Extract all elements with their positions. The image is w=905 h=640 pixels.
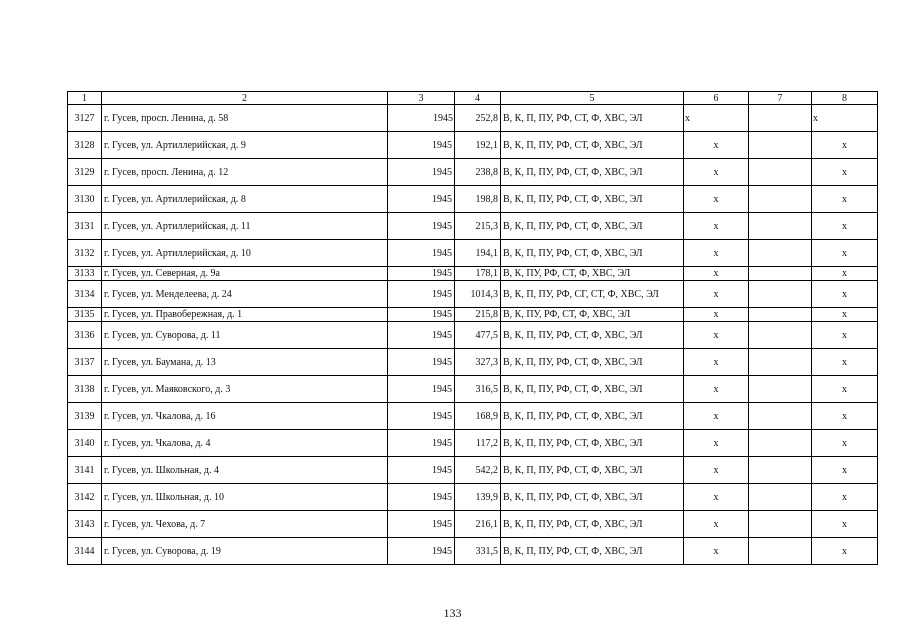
area-cell: 252,8 xyxy=(455,105,501,132)
table-row xyxy=(68,457,878,484)
col6-mark: х xyxy=(684,267,749,281)
year-cell: 1945 xyxy=(388,484,455,511)
col7-mark xyxy=(749,281,812,308)
row-number: 3134 xyxy=(68,281,102,308)
col8-mark: х xyxy=(812,132,878,159)
row-number: 3131 xyxy=(68,213,102,240)
area-cell: 117,2 xyxy=(455,430,501,457)
address-cell: г. Гусев, ул. Правобережная, д. 1 xyxy=(102,308,388,322)
col8-mark: х xyxy=(812,511,878,538)
systems-cell: В, К, П, ПУ, РФ, СТ, Ф, ХВС, ЭЛ xyxy=(501,430,684,457)
address-cell: г. Гусев, просп. Ленина, д. 58 xyxy=(102,105,388,132)
col8-mark: х xyxy=(812,186,878,213)
col7-mark xyxy=(749,538,812,565)
table-row xyxy=(68,213,878,240)
year-cell: 1945 xyxy=(388,457,455,484)
area-cell: 477,5 xyxy=(455,322,501,349)
year-cell: 1945 xyxy=(388,105,455,132)
area-cell: 331,5 xyxy=(455,538,501,565)
header-col-2: 2 xyxy=(102,92,388,105)
table-row xyxy=(68,159,878,186)
area-cell: 542,2 xyxy=(455,457,501,484)
col8-mark: х xyxy=(812,213,878,240)
page-number: 133 xyxy=(443,606,462,620)
row-number: 3142 xyxy=(68,484,102,511)
systems-cell: В, К, ПУ, РФ, СТ, Ф, ХВС, ЭЛ xyxy=(501,308,684,322)
header-col-1: 1 xyxy=(68,92,102,105)
header-col-5: 5 xyxy=(501,92,684,105)
address-cell: г. Гусев, ул. Артиллерийская, д. 11 xyxy=(102,213,388,240)
systems-cell: В, К, П, ПУ, РФ, СТ, Ф, ХВС, ЭЛ xyxy=(501,457,684,484)
col7-mark xyxy=(749,159,812,186)
row-number: 3140 xyxy=(68,430,102,457)
year-cell: 1945 xyxy=(388,403,455,430)
year-cell: 1945 xyxy=(388,349,455,376)
area-cell: 198,8 xyxy=(455,186,501,213)
col7-mark xyxy=(749,240,812,267)
col6-mark: х xyxy=(684,186,749,213)
col6-mark: х xyxy=(684,322,749,349)
table-row xyxy=(68,267,878,281)
row-number: 3127 xyxy=(68,105,102,132)
address-cell: г. Гусев, ул. Артиллерийская, д. 9 xyxy=(102,132,388,159)
address-cell: г. Гусев, ул. Маяковского, д. 3 xyxy=(102,376,388,403)
col6-mark: х xyxy=(684,213,749,240)
row-number: 3130 xyxy=(68,186,102,213)
row-number: 3137 xyxy=(68,349,102,376)
header-col-8: 8 xyxy=(812,92,878,105)
header-col-6: 6 xyxy=(684,92,749,105)
col7-mark xyxy=(749,186,812,213)
col6-mark: х xyxy=(684,159,749,186)
col8-mark: х xyxy=(812,308,878,322)
table-row xyxy=(68,511,878,538)
area-cell: 194,1 xyxy=(455,240,501,267)
table-row xyxy=(68,186,878,213)
col7-mark xyxy=(749,213,812,240)
header-col-7: 7 xyxy=(749,92,812,105)
year-cell: 1945 xyxy=(388,186,455,213)
area-cell: 316,5 xyxy=(455,376,501,403)
col7-mark xyxy=(749,511,812,538)
col6-mark: х xyxy=(684,281,749,308)
area-cell: 178,1 xyxy=(455,267,501,281)
header-col-3: 3 xyxy=(388,92,455,105)
address-cell: г. Гусев, ул. Артиллерийская, д. 8 xyxy=(102,186,388,213)
col8-mark: х xyxy=(812,457,878,484)
systems-cell: В, К, П, ПУ, РФ, СТ, Ф, ХВС, ЭЛ xyxy=(501,105,684,132)
col6-mark: х xyxy=(684,457,749,484)
col6-mark: х xyxy=(684,538,749,565)
col7-mark xyxy=(749,267,812,281)
col8-mark: х xyxy=(812,430,878,457)
year-cell: 1945 xyxy=(388,281,455,308)
row-number: 3135 xyxy=(68,308,102,322)
year-cell: 1945 xyxy=(388,511,455,538)
table-row xyxy=(68,538,878,565)
systems-cell: В, К, П, ПУ, РФ, СГ, СТ, Ф, ХВС, ЭЛ xyxy=(501,281,684,308)
row-number: 3136 xyxy=(68,322,102,349)
table-row xyxy=(68,132,878,159)
col7-mark xyxy=(749,349,812,376)
area-cell: 238,8 xyxy=(455,159,501,186)
year-cell: 1945 xyxy=(388,322,455,349)
col7-mark xyxy=(749,430,812,457)
col6-mark: х xyxy=(684,376,749,403)
systems-cell: В, К, П, ПУ, РФ, СТ, Ф, ХВС, ЭЛ xyxy=(501,403,684,430)
col8-mark: х xyxy=(812,376,878,403)
area-cell: 327,3 xyxy=(455,349,501,376)
header-row xyxy=(68,92,878,105)
systems-cell: В, К, П, ПУ, РФ, СТ, Ф, ХВС, ЭЛ xyxy=(501,159,684,186)
row-number: 3132 xyxy=(68,240,102,267)
address-cell: г. Гусев, ул. Менделеева, д. 24 xyxy=(102,281,388,308)
table-row xyxy=(68,281,878,308)
area-cell: 215,8 xyxy=(455,308,501,322)
address-cell: г. Гусев, ул. Суворова, д. 19 xyxy=(102,538,388,565)
col7-mark xyxy=(749,132,812,159)
col8-mark: х xyxy=(812,281,878,308)
address-cell: г. Гусев, ул. Чкалова, д. 4 xyxy=(102,430,388,457)
area-cell: 168,9 xyxy=(455,403,501,430)
area-cell: 216,1 xyxy=(455,511,501,538)
table-row xyxy=(68,349,878,376)
year-cell: 1945 xyxy=(388,308,455,322)
col7-mark xyxy=(749,322,812,349)
registry-table xyxy=(67,91,878,565)
col6-mark: х xyxy=(684,308,749,322)
table-row xyxy=(68,308,878,322)
address-cell: г. Гусев, ул. Школьная, д. 4 xyxy=(102,457,388,484)
year-cell: 1945 xyxy=(388,267,455,281)
col7-mark xyxy=(749,376,812,403)
col6-mark: х xyxy=(684,403,749,430)
col6-mark: х xyxy=(684,484,749,511)
area-cell: 139,9 xyxy=(455,484,501,511)
table-row xyxy=(68,430,878,457)
table-row xyxy=(68,376,878,403)
systems-cell: В, К, П, ПУ, РФ, СТ, Ф, ХВС, ЭЛ xyxy=(501,132,684,159)
address-cell: г. Гусев, ул. Чехова, д. 7 xyxy=(102,511,388,538)
row-number: 3144 xyxy=(68,538,102,565)
col7-mark xyxy=(749,105,812,132)
year-cell: 1945 xyxy=(388,240,455,267)
year-cell: 1945 xyxy=(388,376,455,403)
address-cell: г. Гусев, ул. Суворова, д. 11 xyxy=(102,322,388,349)
systems-cell: В, К, П, ПУ, РФ, СТ, Ф, ХВС, ЭЛ xyxy=(501,538,684,565)
table-row xyxy=(68,105,878,132)
col6-mark: х xyxy=(684,240,749,267)
table-row xyxy=(68,484,878,511)
address-cell: г. Гусев, ул. Артиллерийская, д. 10 xyxy=(102,240,388,267)
col6-mark: х xyxy=(684,511,749,538)
year-cell: 1945 xyxy=(388,132,455,159)
systems-cell: В, К, П, ПУ, РФ, СТ, Ф, ХВС, ЭЛ xyxy=(501,376,684,403)
year-cell: 1945 xyxy=(388,213,455,240)
col7-mark xyxy=(749,403,812,430)
table-row xyxy=(68,322,878,349)
col7-mark xyxy=(749,457,812,484)
col8-mark: х xyxy=(812,403,878,430)
col8-mark: х xyxy=(812,349,878,376)
row-number: 3138 xyxy=(68,376,102,403)
row-number: 3128 xyxy=(68,132,102,159)
address-cell: г. Гусев, просп. Ленина, д. 12 xyxy=(102,159,388,186)
systems-cell: В, К, ПУ, РФ, СТ, Ф, ХВС, ЭЛ xyxy=(501,267,684,281)
table-header xyxy=(68,92,878,105)
systems-cell: В, К, П, ПУ, РФ, СТ, Ф, ХВС, ЭЛ xyxy=(501,322,684,349)
area-cell: 215,3 xyxy=(455,213,501,240)
col6-mark: х xyxy=(684,430,749,457)
year-cell: 1945 xyxy=(388,159,455,186)
area-cell: 192,1 xyxy=(455,132,501,159)
row-number: 3133 xyxy=(68,267,102,281)
table-body xyxy=(68,105,878,565)
row-number: 3129 xyxy=(68,159,102,186)
systems-cell: В, К, П, ПУ, РФ, СТ, Ф, ХВС, ЭЛ xyxy=(501,186,684,213)
systems-cell: В, К, П, ПУ, РФ, СТ, Ф, ХВС, ЭЛ xyxy=(501,240,684,267)
col8-mark: х xyxy=(812,240,878,267)
row-number: 3143 xyxy=(68,511,102,538)
year-cell: 1945 xyxy=(388,538,455,565)
col6-mark: х xyxy=(684,132,749,159)
col8-mark: х xyxy=(812,267,878,281)
col8-mark: х xyxy=(812,159,878,186)
row-number: 3141 xyxy=(68,457,102,484)
systems-cell: В, К, П, ПУ, РФ, СТ, Ф, ХВС, ЭЛ xyxy=(501,349,684,376)
address-cell: г. Гусев, ул. Чкалова, д. 16 xyxy=(102,403,388,430)
area-cell: 1014,3 xyxy=(455,281,501,308)
row-number: 3139 xyxy=(68,403,102,430)
address-cell: г. Гусев, ул. Баумана, д. 13 xyxy=(102,349,388,376)
col7-mark xyxy=(749,484,812,511)
col8-mark: х xyxy=(812,322,878,349)
col8-mark: х xyxy=(812,484,878,511)
table-row xyxy=(68,403,878,430)
address-cell: г. Гусев, ул. Школьная, д. 10 xyxy=(102,484,388,511)
table-row xyxy=(68,240,878,267)
col7-mark xyxy=(749,308,812,322)
col6-mark: х xyxy=(684,105,749,132)
systems-cell: В, К, П, ПУ, РФ, СТ, Ф, ХВС, ЭЛ xyxy=(501,511,684,538)
systems-cell: В, К, П, ПУ, РФ, СТ, Ф, ХВС, ЭЛ xyxy=(501,484,684,511)
address-cell: г. Гусев, ул. Северная, д. 9а xyxy=(102,267,388,281)
year-cell: 1945 xyxy=(388,430,455,457)
col8-mark: х xyxy=(812,105,878,132)
header-col-4: 4 xyxy=(455,92,501,105)
col6-mark: х xyxy=(684,349,749,376)
col8-mark: х xyxy=(812,538,878,565)
systems-cell: В, К, П, ПУ, РФ, СТ, Ф, ХВС, ЭЛ xyxy=(501,213,684,240)
